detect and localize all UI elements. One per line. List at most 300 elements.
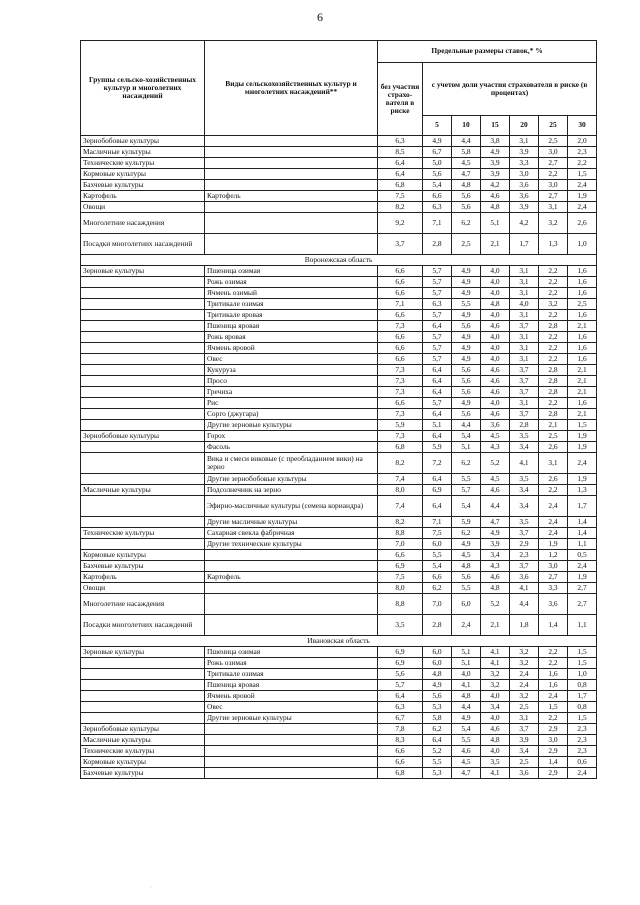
- crop-kind-cell: [205, 180, 378, 191]
- header-share-20: 20: [510, 116, 539, 136]
- rate-share-cell: 4,0: [481, 691, 510, 702]
- crop-group-cell: [81, 299, 205, 310]
- rate-no-share-cell: 7,5: [378, 191, 423, 202]
- table-row: [81, 768, 597, 779]
- crop-kind-cell: [205, 768, 378, 779]
- rate-no-share-cell: 8,8: [378, 594, 423, 615]
- rate-share-cell: 4,2: [510, 213, 539, 234]
- crop-group-cell: [81, 453, 205, 474]
- crop-group-cell: [81, 658, 205, 669]
- rate-share-cell: 4,9: [452, 266, 481, 277]
- rate-no-share-cell: 6,4: [378, 169, 423, 180]
- rate-share-cell: 5,6: [452, 409, 481, 420]
- rate-share-cell: 1,1: [568, 615, 597, 636]
- rate-share-cell: 7,5: [423, 528, 452, 539]
- rate-share-cell: 1,8: [510, 615, 539, 636]
- rate-share-cell: 2,4: [568, 453, 597, 474]
- rate-share-cell: 2,4: [452, 615, 481, 636]
- rate-share-cell: 4,9: [452, 398, 481, 409]
- table-row: [81, 299, 597, 310]
- rate-share-cell: 3,4: [510, 442, 539, 453]
- rate-share-cell: 4,0: [481, 310, 510, 321]
- crop-group-cell: [81, 288, 205, 299]
- rate-no-share-cell: 6,6: [378, 550, 423, 561]
- crop-group-cell: Овощи: [81, 583, 205, 594]
- rate-share-cell: 2,4: [568, 180, 597, 191]
- page-number: 6: [317, 10, 323, 24]
- rate-share-cell: 2,4: [568, 561, 597, 572]
- rate-share-cell: 4,9: [452, 354, 481, 365]
- rate-share-cell: 3,1: [510, 332, 539, 343]
- rate-share-cell: 2,2: [539, 332, 568, 343]
- table-row: [81, 550, 597, 561]
- rate-share-cell: 5,7: [423, 266, 452, 277]
- header-share-30: 30: [568, 116, 597, 136]
- rate-share-cell: 5,2: [481, 453, 510, 474]
- table-row: [81, 474, 597, 485]
- table-row: [81, 517, 597, 528]
- rate-share-cell: 3,0: [539, 561, 568, 572]
- rate-share-cell: 3,6: [510, 191, 539, 202]
- crop-kind-cell: [205, 746, 378, 757]
- crop-group-cell: Кормовые культуры: [81, 169, 205, 180]
- rate-share-cell: 3,3: [510, 158, 539, 169]
- rate-share-cell: 4,6: [452, 746, 481, 757]
- rate-share-cell: 0,5: [568, 550, 597, 561]
- rate-no-share-cell: 7,4: [378, 496, 423, 517]
- crop-group-cell: Технические культуры: [81, 158, 205, 169]
- rate-share-cell: 2,1: [568, 365, 597, 376]
- rate-no-share-cell: 6,8: [378, 768, 423, 779]
- crop-group-cell: Масличные культуры: [81, 485, 205, 496]
- rate-share-cell: 0,8: [568, 680, 597, 691]
- rate-no-share-cell: 5,7: [378, 680, 423, 691]
- rate-no-share-cell: 6,9: [378, 658, 423, 669]
- table-row: [81, 594, 597, 615]
- rate-share-cell: 6,6: [423, 191, 452, 202]
- rate-share-cell: 6,4: [423, 496, 452, 517]
- rate-share-cell: 4,1: [481, 768, 510, 779]
- crop-group-cell: Многолетние насаждения: [81, 594, 205, 615]
- table-body: [81, 136, 597, 779]
- rate-share-cell: 4,8: [452, 561, 481, 572]
- rate-share-cell: 5,7: [423, 398, 452, 409]
- table-row: [81, 713, 597, 724]
- rate-share-cell: 4,5: [452, 757, 481, 768]
- rate-no-share-cell: 6,9: [378, 647, 423, 658]
- rate-share-cell: 2,3: [568, 735, 597, 746]
- rate-share-cell: 6,3: [423, 299, 452, 310]
- rate-share-cell: 2,2: [539, 277, 568, 288]
- crop-kind-cell: Другие масличные культуры: [205, 517, 378, 528]
- crop-group-cell: Технические культуры: [81, 528, 205, 539]
- rate-share-cell: 1,5: [568, 658, 597, 669]
- rate-share-cell: 2,9: [539, 724, 568, 735]
- rate-no-share-cell: 7,3: [378, 321, 423, 332]
- crop-kind-cell: [205, 213, 378, 234]
- rate-share-cell: 4,5: [452, 158, 481, 169]
- rate-no-share-cell: 3,7: [378, 234, 423, 255]
- table-row: [81, 561, 597, 572]
- rate-share-cell: 3,1: [510, 277, 539, 288]
- rate-share-cell: 4,5: [481, 474, 510, 485]
- crop-kind-cell: [205, 735, 378, 746]
- rate-no-share-cell: 6,6: [378, 398, 423, 409]
- rate-share-cell: 1,7: [510, 234, 539, 255]
- crop-kind-cell: Подсолнечник на зерно: [205, 485, 378, 496]
- table-row: [81, 702, 597, 713]
- rate-share-cell: 2,8: [423, 615, 452, 636]
- rate-share-cell: 5,7: [423, 310, 452, 321]
- crop-kind-cell: [205, 234, 378, 255]
- rate-share-cell: 1,6: [539, 680, 568, 691]
- rate-no-share-cell: 5,9: [378, 420, 423, 431]
- region-title: Воронежская область: [81, 255, 597, 266]
- crop-group-cell: Многолетние насаждения: [81, 213, 205, 234]
- rate-share-cell: 3,7: [510, 561, 539, 572]
- rate-share-cell: 5,8: [423, 713, 452, 724]
- rate-share-cell: 2,8: [510, 420, 539, 431]
- crop-group-cell: [81, 277, 205, 288]
- rate-no-share-cell: 7,3: [378, 387, 423, 398]
- rate-share-cell: 2,7: [539, 158, 568, 169]
- rate-share-cell: 5,2: [481, 594, 510, 615]
- rate-share-cell: 3,9: [481, 158, 510, 169]
- rate-share-cell: 1,5: [568, 647, 597, 658]
- crop-kind-cell: [205, 158, 378, 169]
- rate-share-cell: 1,4: [568, 517, 597, 528]
- rate-share-cell: 4,1: [481, 658, 510, 669]
- rate-share-cell: 2,2: [539, 485, 568, 496]
- rate-share-cell: 2,4: [539, 528, 568, 539]
- rate-share-cell: 4,9: [452, 310, 481, 321]
- crop-kind-cell: Ячмень озимый: [205, 288, 378, 299]
- rate-share-cell: 6,2: [423, 724, 452, 735]
- rate-share-cell: 3,4: [510, 496, 539, 517]
- crop-group-cell: Овощи: [81, 202, 205, 213]
- rate-share-cell: 2,7: [568, 583, 597, 594]
- rate-share-cell: 1,9: [539, 539, 568, 550]
- rate-share-cell: 2,2: [539, 658, 568, 669]
- rate-share-cell: 6,4: [423, 431, 452, 442]
- crop-kind-cell: Картофель: [205, 572, 378, 583]
- rate-share-cell: 3,1: [510, 288, 539, 299]
- rate-no-share-cell: 6,9: [378, 561, 423, 572]
- rate-share-cell: 1,4: [539, 757, 568, 768]
- crop-kind-cell: Вика и смеси виковые (с преобладанием вики) на зерно: [205, 453, 378, 474]
- rate-share-cell: 4,6: [481, 409, 510, 420]
- rate-share-cell: 3,2: [539, 299, 568, 310]
- rate-share-cell: 5,9: [452, 517, 481, 528]
- rate-share-cell: 3,9: [481, 169, 510, 180]
- crop-group-cell: [81, 442, 205, 453]
- table-row: [81, 615, 597, 636]
- rate-share-cell: 3,4: [481, 702, 510, 713]
- rate-share-cell: 4,4: [481, 496, 510, 517]
- rate-share-cell: 1,6: [568, 288, 597, 299]
- rate-share-cell: 7,1: [423, 517, 452, 528]
- crop-kind-cell: [205, 594, 378, 615]
- crop-group-cell: [81, 409, 205, 420]
- rate-share-cell: 5,1: [481, 213, 510, 234]
- rate-share-cell: 3,1: [539, 453, 568, 474]
- rate-share-cell: 2,5: [539, 431, 568, 442]
- rate-share-cell: 5,5: [452, 583, 481, 594]
- table-row: [81, 453, 597, 474]
- rate-share-cell: 2,3: [510, 550, 539, 561]
- rate-share-cell: 5,0: [423, 158, 452, 169]
- rate-share-cell: 3,2: [539, 213, 568, 234]
- rate-no-share-cell: 6,8: [378, 180, 423, 191]
- rate-share-cell: 2,2: [539, 310, 568, 321]
- rate-share-cell: 5,5: [423, 757, 452, 768]
- crop-group-cell: [81, 387, 205, 398]
- crop-group-cell: [81, 669, 205, 680]
- rate-share-cell: 2,5: [539, 136, 568, 147]
- rate-share-cell: 2,9: [539, 746, 568, 757]
- crop-kind-cell: Ячмень яровой: [205, 343, 378, 354]
- rate-share-cell: 3,7: [510, 528, 539, 539]
- rate-share-cell: 2,7: [539, 572, 568, 583]
- rate-no-share-cell: 7,3: [378, 365, 423, 376]
- region-row: [81, 255, 597, 266]
- table-row: [81, 136, 597, 147]
- crop-group-cell: [81, 332, 205, 343]
- rate-share-cell: 3,0: [510, 169, 539, 180]
- rate-no-share-cell: 7,5: [378, 572, 423, 583]
- rate-share-cell: 4,3: [481, 561, 510, 572]
- rate-share-cell: 3,2: [510, 691, 539, 702]
- rate-share-cell: 1,5: [568, 420, 597, 431]
- rate-share-cell: 5,4: [452, 496, 481, 517]
- rate-share-cell: 2,1: [568, 409, 597, 420]
- table-row: [81, 680, 597, 691]
- rate-share-cell: 5,7: [423, 343, 452, 354]
- rate-share-cell: 1,6: [539, 669, 568, 680]
- table-row: [81, 365, 597, 376]
- rate-share-cell: 1,3: [568, 485, 597, 496]
- rate-no-share-cell: 8,2: [378, 517, 423, 528]
- crop-kind-cell: [205, 615, 378, 636]
- crop-kind-cell: Пшеница озимая: [205, 647, 378, 658]
- crop-group-cell: [81, 365, 205, 376]
- table-row: [81, 169, 597, 180]
- crop-group-cell: [81, 680, 205, 691]
- crop-group-cell: [81, 321, 205, 332]
- rate-share-cell: 4,1: [510, 453, 539, 474]
- crop-group-cell: [81, 376, 205, 387]
- table-row: [81, 442, 597, 453]
- rate-share-cell: 5,4: [452, 724, 481, 735]
- crop-kind-cell: Картофель: [205, 191, 378, 202]
- rate-share-cell: 4,8: [481, 299, 510, 310]
- crop-kind-cell: Другие зерновые культуры: [205, 420, 378, 431]
- rate-no-share-cell: 7,3: [378, 409, 423, 420]
- crop-kind-cell: Овес: [205, 702, 378, 713]
- rate-share-cell: 4,9: [452, 288, 481, 299]
- crop-group-cell: [81, 343, 205, 354]
- rate-share-cell: 1,7: [568, 691, 597, 702]
- crop-group-cell: Бахчевые культуры: [81, 180, 205, 191]
- crop-group-cell: Кормовые культуры: [81, 550, 205, 561]
- crop-kind-cell: Овес: [205, 354, 378, 365]
- crop-kind-cell: Сорго (джугара): [205, 409, 378, 420]
- rate-no-share-cell: 6,6: [378, 354, 423, 365]
- rate-share-cell: 3,1: [539, 202, 568, 213]
- rate-share-cell: 2,8: [539, 321, 568, 332]
- rate-share-cell: 5,6: [452, 572, 481, 583]
- rate-share-cell: 3,5: [510, 517, 539, 528]
- crop-group-cell: Зернобобовые культуры: [81, 136, 205, 147]
- rate-share-cell: 3,9: [510, 735, 539, 746]
- rate-share-cell: 4,7: [481, 517, 510, 528]
- crop-kind-cell: Пшеница яровая: [205, 680, 378, 691]
- crop-kind-cell: [205, 147, 378, 158]
- crop-kind-cell: [205, 202, 378, 213]
- crop-group-cell: Зернобобовые культуры: [81, 431, 205, 442]
- rate-share-cell: 3,2: [481, 669, 510, 680]
- rate-share-cell: 3,1: [510, 266, 539, 277]
- rate-share-cell: 2,5: [568, 299, 597, 310]
- scan-mark: ·: [150, 885, 152, 891]
- rate-share-cell: 1,9: [568, 431, 597, 442]
- header-share-25: 25: [539, 116, 568, 136]
- rate-share-cell: 5,8: [452, 147, 481, 158]
- rate-share-cell: 1,5: [568, 713, 597, 724]
- table-row: [81, 343, 597, 354]
- rate-share-cell: 4,0: [481, 713, 510, 724]
- rate-share-cell: 3,7: [510, 376, 539, 387]
- crop-kind-cell: Кукуруза: [205, 365, 378, 376]
- rate-share-cell: 2,9: [510, 539, 539, 550]
- crop-kind-cell: Ячмень яровой: [205, 691, 378, 702]
- rate-share-cell: 4,9: [452, 539, 481, 550]
- crop-group-cell: Масличные культуры: [81, 147, 205, 158]
- crop-kind-cell: Другие зернобобовые культуры: [205, 474, 378, 485]
- rate-share-cell: 3,6: [510, 180, 539, 191]
- table-row: [81, 266, 597, 277]
- rate-share-cell: 4,5: [452, 550, 481, 561]
- rate-share-cell: 2,8: [539, 409, 568, 420]
- table-row: [81, 321, 597, 332]
- crop-group-cell: Зерновые культуры: [81, 266, 205, 277]
- crop-group-cell: [81, 310, 205, 321]
- rate-share-cell: 5,1: [452, 647, 481, 658]
- crop-kind-cell: Рожь озимая: [205, 277, 378, 288]
- crop-kind-cell: Пшеница яровая: [205, 321, 378, 332]
- rate-share-cell: 6,2: [452, 213, 481, 234]
- crop-kind-cell: [205, 583, 378, 594]
- crop-kind-cell: Пшеница озимая: [205, 266, 378, 277]
- rate-share-cell: 6,7: [423, 147, 452, 158]
- rate-share-cell: 5,3: [423, 768, 452, 779]
- rate-share-cell: 4,8: [481, 735, 510, 746]
- rate-no-share-cell: 8,0: [378, 485, 423, 496]
- table-row: [81, 420, 597, 431]
- rate-share-cell: 4,9: [481, 528, 510, 539]
- table-row: [81, 724, 597, 735]
- rate-share-cell: 5,5: [452, 735, 481, 746]
- header-share-5: 5: [423, 116, 452, 136]
- crop-kind-cell: Просо: [205, 376, 378, 387]
- rate-share-cell: 2,6: [539, 474, 568, 485]
- table-row: [81, 735, 597, 746]
- rate-share-cell: 5,6: [452, 202, 481, 213]
- crop-kind-cell: Рожь озимая: [205, 658, 378, 669]
- rate-share-cell: 4,7: [452, 169, 481, 180]
- table-row: [81, 746, 597, 757]
- rate-share-cell: 2,2: [568, 158, 597, 169]
- rate-no-share-cell: 7,4: [378, 474, 423, 485]
- rate-share-cell: 2,8: [539, 376, 568, 387]
- crop-group-cell: Кормовые культуры: [81, 757, 205, 768]
- rate-share-cell: 3,7: [510, 365, 539, 376]
- crop-kind-cell: [205, 169, 378, 180]
- rate-share-cell: 1,7: [568, 496, 597, 517]
- rate-no-share-cell: 6,6: [378, 277, 423, 288]
- rate-share-cell: 1,6: [568, 398, 597, 409]
- rate-share-cell: 4,8: [481, 583, 510, 594]
- rate-share-cell: 2,2: [539, 354, 568, 365]
- rate-share-cell: 2,2: [539, 398, 568, 409]
- table-row: [81, 647, 597, 658]
- header-share-15: 15: [481, 116, 510, 136]
- rate-no-share-cell: 6,6: [378, 266, 423, 277]
- rate-share-cell: 3,1: [510, 713, 539, 724]
- rate-share-cell: 1,6: [568, 277, 597, 288]
- rate-share-cell: 7,1: [423, 213, 452, 234]
- rate-no-share-cell: 9,2: [378, 213, 423, 234]
- rate-share-cell: 3,4: [510, 485, 539, 496]
- rate-share-cell: 3,0: [539, 180, 568, 191]
- table-row: [81, 234, 597, 255]
- rate-share-cell: 4,9: [452, 277, 481, 288]
- rate-share-cell: 2,4: [510, 680, 539, 691]
- rate-share-cell: 2,6: [568, 213, 597, 234]
- rate-no-share-cell: 6,3: [378, 702, 423, 713]
- rate-share-cell: 7,0: [423, 594, 452, 615]
- rate-share-cell: 3,2: [481, 680, 510, 691]
- region-row: [81, 636, 597, 647]
- table-row: [81, 354, 597, 365]
- rate-share-cell: 2,2: [539, 169, 568, 180]
- rate-share-cell: 3,2: [510, 647, 539, 658]
- rate-share-cell: 2,4: [539, 517, 568, 528]
- rate-share-cell: 2,8: [423, 234, 452, 255]
- rate-share-cell: 6,0: [423, 539, 452, 550]
- rate-share-cell: 2,2: [539, 288, 568, 299]
- rate-share-cell: 4,0: [481, 288, 510, 299]
- table-row: [81, 310, 597, 321]
- rate-share-cell: 6,9: [423, 485, 452, 496]
- rate-share-cell: 3,8: [481, 136, 510, 147]
- rate-share-cell: 4,4: [452, 136, 481, 147]
- table-row: [81, 572, 597, 583]
- rate-share-cell: 3,9: [481, 539, 510, 550]
- crop-kind-cell: [205, 550, 378, 561]
- table-row: [81, 202, 597, 213]
- rate-share-cell: 5,9: [423, 442, 452, 453]
- rate-share-cell: 5,6: [452, 387, 481, 398]
- crop-group-cell: [81, 420, 205, 431]
- rate-share-cell: 2,5: [510, 757, 539, 768]
- crop-group-cell: [81, 713, 205, 724]
- rate-share-cell: 4,1: [481, 647, 510, 658]
- rate-share-cell: 4,9: [452, 343, 481, 354]
- rate-share-cell: 4,8: [481, 202, 510, 213]
- rate-no-share-cell: 7,3: [378, 431, 423, 442]
- rate-share-cell: 3,6: [510, 572, 539, 583]
